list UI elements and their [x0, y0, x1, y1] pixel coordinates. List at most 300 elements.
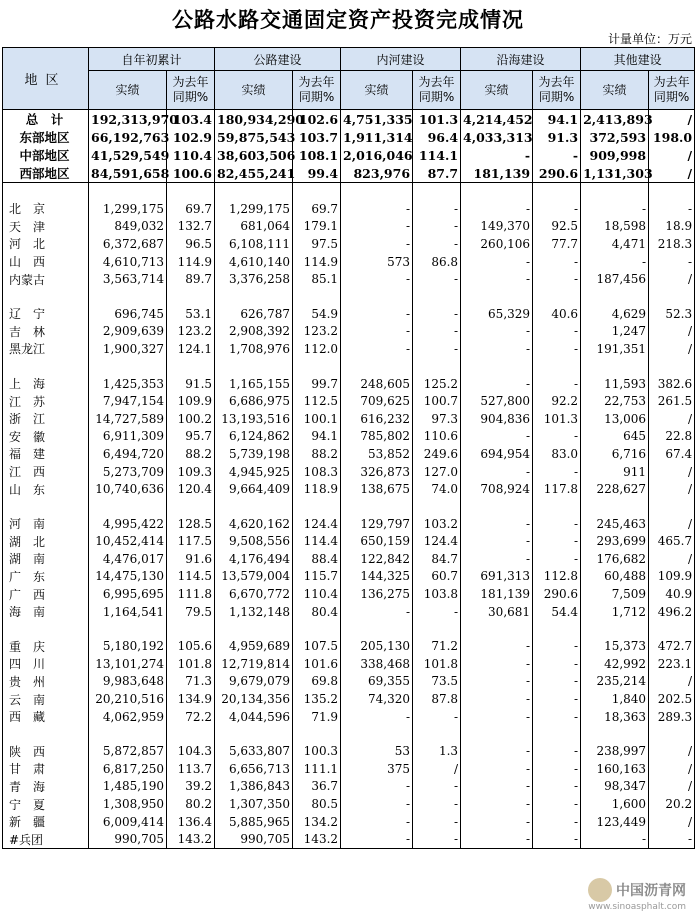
table-cell: -	[581, 253, 649, 271]
spacer-cell	[293, 358, 341, 375]
spacer-cell	[649, 358, 695, 375]
table-cell: 1,911,314	[341, 128, 413, 146]
table-cell: 71.9	[293, 708, 341, 726]
table-cell: 650,159	[341, 533, 413, 551]
table-row	[3, 742, 695, 760]
table-cell: 696,745	[89, 305, 167, 323]
table-cell: 120.4	[167, 480, 215, 498]
table-cell: 113.7	[167, 760, 215, 778]
table-cell: -	[533, 200, 581, 218]
table-cell: -	[533, 515, 581, 533]
table-cell: 100.6	[167, 164, 215, 183]
table-cell: -	[533, 830, 581, 848]
table-row	[3, 463, 695, 481]
table-cell: 67.4	[649, 445, 695, 463]
spacer-cell	[3, 358, 89, 375]
region-name: 云 南	[3, 690, 89, 708]
table-cell: -	[413, 795, 461, 813]
region-name: 内蒙古	[3, 270, 89, 288]
spacer-cell	[413, 358, 461, 375]
header-group: 沿海建设	[461, 48, 581, 71]
header-pct-line2: 同期%	[538, 90, 575, 104]
table-cell: 69.7	[167, 200, 215, 218]
table-cell: /	[649, 550, 695, 568]
spacer-cell	[215, 183, 293, 201]
table-cell: 84.7	[413, 550, 461, 568]
table-cell: 10,740,636	[89, 480, 167, 498]
table-cell: -	[461, 655, 533, 673]
table-cell: -	[413, 200, 461, 218]
table-cell: -	[461, 742, 533, 760]
table-cell: 6,995,695	[89, 585, 167, 603]
table-row	[3, 690, 695, 708]
region-name: 海 南	[3, 603, 89, 621]
table-cell: -	[533, 795, 581, 813]
table-row	[3, 253, 695, 271]
region-name: 安 徽	[3, 428, 89, 446]
table-cell: -	[649, 200, 695, 218]
table-cell: 192,313,970	[89, 110, 167, 129]
table-cell: 92.2	[533, 392, 581, 410]
table-cell: 13,579,004	[215, 568, 293, 586]
table-cell: 114.4	[293, 533, 341, 551]
table-cell: 338,468	[341, 655, 413, 673]
table-row	[3, 655, 695, 673]
table-cell: /	[649, 778, 695, 796]
table-cell: 40.9	[649, 585, 695, 603]
spacer-cell	[413, 183, 461, 201]
region-name: 辽 宁	[3, 305, 89, 323]
table-cell: /	[649, 813, 695, 831]
table-cell: 123,449	[581, 813, 649, 831]
spacer-cell	[413, 725, 461, 742]
table-cell: 382.6	[649, 375, 695, 393]
table-cell: -	[461, 690, 533, 708]
header-group: 自年初累计	[89, 48, 215, 71]
table-row	[3, 830, 695, 848]
spacer-cell	[215, 358, 293, 375]
table-cell: 80.2	[167, 795, 215, 813]
spacer-cell	[293, 725, 341, 742]
table-row	[3, 708, 695, 726]
table-cell: 136,275	[341, 585, 413, 603]
table-cell: -	[341, 323, 413, 341]
investment-table	[2, 47, 695, 849]
table-cell: -	[413, 305, 461, 323]
table-cell: 149,370	[461, 218, 533, 236]
table-cell: -	[533, 813, 581, 831]
table-cell: 82,455,241	[215, 164, 293, 183]
table-cell: -	[581, 200, 649, 218]
table-cell: 100.1	[293, 410, 341, 428]
table-cell: 4,610,140	[215, 253, 293, 271]
table-cell: -	[461, 463, 533, 481]
region-name: #兵团	[3, 830, 89, 848]
table-cell: 3,376,258	[215, 270, 293, 288]
header-actual: 实绩	[461, 71, 533, 110]
table-cell: -	[341, 795, 413, 813]
table-cell: -	[461, 830, 533, 848]
header-pct-line1: 为去年	[653, 75, 690, 89]
table-cell: /	[649, 515, 695, 533]
table-cell: 1,299,175	[89, 200, 167, 218]
table-cell: 9,664,409	[215, 480, 293, 498]
table-cell: 375	[341, 760, 413, 778]
spacer-row	[3, 498, 695, 515]
table-cell: 1,307,350	[215, 795, 293, 813]
table-cell: 5,180,192	[89, 637, 167, 655]
table-row	[3, 340, 695, 358]
table-cell: 100.3	[293, 742, 341, 760]
table-cell: 909,998	[581, 146, 649, 164]
spacer-cell	[89, 725, 167, 742]
spacer-cell	[89, 358, 167, 375]
spacer-cell	[3, 183, 89, 201]
region-name: 西部地区	[3, 164, 89, 183]
table-cell: 5,633,807	[215, 742, 293, 760]
table-cell: 9,679,079	[215, 673, 293, 691]
spacer-cell	[533, 725, 581, 742]
table-cell: -	[461, 270, 533, 288]
spacer-cell	[413, 288, 461, 305]
region-name: 江 西	[3, 463, 89, 481]
header-pct	[413, 71, 461, 110]
spacer-cell	[341, 620, 413, 637]
table-cell: 74,320	[341, 690, 413, 708]
unit-label: 计量单位：万元	[607, 32, 692, 46]
table-cell: -	[533, 270, 581, 288]
spacer-cell	[293, 288, 341, 305]
spacer-cell	[215, 498, 293, 515]
table-cell: 101.8	[413, 655, 461, 673]
spacer-cell	[461, 498, 533, 515]
table-row	[3, 164, 695, 183]
table-row	[3, 410, 695, 428]
table-cell: 83.0	[533, 445, 581, 463]
table-cell: 12,719,814	[215, 655, 293, 673]
table-cell: 709,625	[341, 392, 413, 410]
table-cell: 36.7	[293, 778, 341, 796]
table-cell: 160,163	[581, 760, 649, 778]
table-cell: 69,355	[341, 673, 413, 691]
table-cell: 80.4	[293, 603, 341, 621]
table-cell: 87.8	[413, 690, 461, 708]
spacer-cell	[649, 725, 695, 742]
table-cell: 372,593	[581, 128, 649, 146]
table-cell: 179.1	[293, 218, 341, 236]
spacer-cell	[461, 358, 533, 375]
header-pct	[293, 71, 341, 110]
table-cell: 38,603,506	[215, 146, 293, 164]
table-cell: 104.3	[167, 742, 215, 760]
table-cell: 2,016,046	[341, 146, 413, 164]
table-cell: -	[461, 533, 533, 551]
table-cell: 100.2	[167, 410, 215, 428]
table-cell: 6,716	[581, 445, 649, 463]
spacer-cell	[3, 498, 89, 515]
table-cell: 785,802	[341, 428, 413, 446]
spacer-cell	[413, 498, 461, 515]
table-cell: 80.5	[293, 795, 341, 813]
table-cell: 990,705	[215, 830, 293, 848]
header-pct-line2: 同期%	[172, 90, 209, 104]
table-cell: -	[533, 760, 581, 778]
table-cell: -	[341, 218, 413, 236]
spacer-cell	[167, 183, 215, 201]
table-cell: 60.7	[413, 568, 461, 586]
table-cell: -	[413, 603, 461, 621]
table-cell: 823,976	[341, 164, 413, 183]
region-name: 湖 南	[3, 550, 89, 568]
table-cell: 1,712	[581, 603, 649, 621]
table-cell: 1,247	[581, 323, 649, 341]
table-cell: 94.1	[293, 428, 341, 446]
table-cell: -	[533, 778, 581, 796]
table-cell: 2,908,392	[215, 323, 293, 341]
table-cell: 143.2	[167, 830, 215, 848]
spacer-cell	[461, 725, 533, 742]
table-cell: 103.7	[293, 128, 341, 146]
table-cell: 94.1	[533, 110, 581, 129]
table-cell: 54.9	[293, 305, 341, 323]
table-row	[3, 428, 695, 446]
table-row	[3, 218, 695, 236]
table-cell: 91.3	[533, 128, 581, 146]
table-cell: 97.5	[293, 235, 341, 253]
table-cell: 1,299,175	[215, 200, 293, 218]
table-row	[3, 568, 695, 586]
table-cell: 85.1	[293, 270, 341, 288]
table-cell: 6,670,772	[215, 585, 293, 603]
table-cell: 11,593	[581, 375, 649, 393]
table-cell: 84,591,658	[89, 164, 167, 183]
region-name: 甘 肃	[3, 760, 89, 778]
table-cell: -	[461, 708, 533, 726]
table-cell: 238,997	[581, 742, 649, 760]
table-cell: -	[461, 813, 533, 831]
table-cell: -	[533, 375, 581, 393]
table-cell: 110.6	[413, 428, 461, 446]
table-cell: /	[649, 410, 695, 428]
table-cell: 4,214,452	[461, 110, 533, 129]
region-name: 江 苏	[3, 392, 89, 410]
table-cell: -	[461, 200, 533, 218]
table-row	[3, 637, 695, 655]
table-cell: 112.0	[293, 340, 341, 358]
header-pct-line2: 同期%	[653, 90, 690, 104]
table-cell: 181,139	[461, 585, 533, 603]
table-cell: 22.8	[649, 428, 695, 446]
table-cell: -	[533, 742, 581, 760]
table-cell: 118.9	[293, 480, 341, 498]
header-actual: 实绩	[215, 71, 293, 110]
table-cell: 79.5	[167, 603, 215, 621]
table-cell: 53.1	[167, 305, 215, 323]
region-name: 浙 江	[3, 410, 89, 428]
table-row	[3, 375, 695, 393]
region-name: 广 东	[3, 568, 89, 586]
table-cell: 129,797	[341, 515, 413, 533]
table-cell: 4,044,596	[215, 708, 293, 726]
table-cell: -	[533, 637, 581, 655]
region-name: 贵 州	[3, 673, 89, 691]
table-cell: 13,006	[581, 410, 649, 428]
table-row	[3, 603, 695, 621]
table-cell: 5,885,965	[215, 813, 293, 831]
region-name: 新 疆	[3, 813, 89, 831]
header-region: 地区	[3, 48, 89, 110]
table-cell: 6,124,862	[215, 428, 293, 446]
region-name: 青 海	[3, 778, 89, 796]
spacer-cell	[89, 183, 167, 201]
table-row	[3, 585, 695, 603]
table-cell: 4,620,162	[215, 515, 293, 533]
table-cell: 245,463	[581, 515, 649, 533]
watermark-url: www.sinoasphalt.com	[588, 902, 686, 912]
table-cell: 7,509	[581, 585, 649, 603]
region-name: 广 西	[3, 585, 89, 603]
table-cell: /	[649, 742, 695, 760]
table-cell: 109.3	[167, 463, 215, 481]
table-cell: -	[461, 428, 533, 446]
header-pct-line2: 同期%	[418, 90, 455, 104]
table-cell: -	[533, 428, 581, 446]
spacer-cell	[341, 358, 413, 375]
table-cell: 87.7	[413, 164, 461, 183]
spacer-cell	[581, 358, 649, 375]
table-cell: 18,363	[581, 708, 649, 726]
table-cell: 103.4	[167, 110, 215, 129]
region-name: 东部地区	[3, 128, 89, 146]
table-cell: 143.2	[293, 830, 341, 848]
table-cell: -	[461, 673, 533, 691]
table-cell: /	[649, 270, 695, 288]
watermark	[588, 878, 686, 912]
table-cell: 6,494,720	[89, 445, 167, 463]
table-cell: 4,062,959	[89, 708, 167, 726]
table-row	[3, 515, 695, 533]
table-cell: 102.9	[167, 128, 215, 146]
table-cell: 290.6	[533, 164, 581, 183]
table-cell: 138,675	[341, 480, 413, 498]
table-cell: 496.2	[649, 603, 695, 621]
table-row	[3, 200, 695, 218]
region-name: 吉 林	[3, 323, 89, 341]
table-cell: /	[413, 760, 461, 778]
table-cell: 645	[581, 428, 649, 446]
table-cell: 289.3	[649, 708, 695, 726]
spacer-cell	[649, 288, 695, 305]
table-cell: -	[649, 253, 695, 271]
table-cell: 2,413,893	[581, 110, 649, 129]
table-cell: 228,627	[581, 480, 649, 498]
table-cell: -	[461, 253, 533, 271]
spacer-row	[3, 288, 695, 305]
table-cell: /	[649, 760, 695, 778]
spacer-cell	[649, 498, 695, 515]
table-cell: 1,132,148	[215, 603, 293, 621]
table-cell: -	[461, 637, 533, 655]
spacer-cell	[293, 620, 341, 637]
table-cell: 4,471	[581, 235, 649, 253]
table-cell: 101.8	[167, 655, 215, 673]
table-cell: 18,598	[581, 218, 649, 236]
table-cell: 6,686,975	[215, 392, 293, 410]
table-cell: -	[341, 778, 413, 796]
table-cell: 98,347	[581, 778, 649, 796]
table-row	[3, 323, 695, 341]
table-cell: 293,699	[581, 533, 649, 551]
table-cell: 6,009,414	[89, 813, 167, 831]
header-actual: 实绩	[581, 71, 649, 110]
table-cell: 4,959,689	[215, 637, 293, 655]
table-cell: -	[413, 778, 461, 796]
table-cell: -	[533, 146, 581, 164]
table-cell: 1,600	[581, 795, 649, 813]
table-cell: 1,900,327	[89, 340, 167, 358]
table-cell: -	[581, 830, 649, 848]
spacer-cell	[649, 183, 695, 201]
table-cell: -	[533, 340, 581, 358]
table-cell: 91.5	[167, 375, 215, 393]
region-name: 西 藏	[3, 708, 89, 726]
table-cell: 69.8	[293, 673, 341, 691]
table-cell: -	[461, 795, 533, 813]
region-name: 陕 西	[3, 742, 89, 760]
table-cell: 136.4	[167, 813, 215, 831]
spacer-cell	[581, 498, 649, 515]
table-cell: 127.0	[413, 463, 461, 481]
table-cell: -	[341, 603, 413, 621]
table-cell: -	[461, 550, 533, 568]
table-cell: 181,139	[461, 164, 533, 183]
table-cell: 103.8	[413, 585, 461, 603]
header-pct	[649, 71, 695, 110]
table-cell: /	[649, 340, 695, 358]
table-cell: -	[533, 673, 581, 691]
table-cell: 22,753	[581, 392, 649, 410]
spacer-cell	[215, 620, 293, 637]
table-cell: 14,727,589	[89, 410, 167, 428]
table-cell: 1,485,190	[89, 778, 167, 796]
table-cell: 96.4	[413, 128, 461, 146]
spacer-cell	[293, 498, 341, 515]
region-name: 河 南	[3, 515, 89, 533]
table-cell: 223.1	[649, 655, 695, 673]
spacer-cell	[167, 725, 215, 742]
spacer-cell	[215, 288, 293, 305]
table-cell: 6,108,111	[215, 235, 293, 253]
spacer-cell	[581, 725, 649, 742]
table-cell: 96.5	[167, 235, 215, 253]
table-cell: 4,629	[581, 305, 649, 323]
table-cell: 3,563,714	[89, 270, 167, 288]
table-cell: /	[649, 463, 695, 481]
table-cell: -	[413, 813, 461, 831]
table-cell: -	[341, 270, 413, 288]
table-cell: -	[649, 830, 695, 848]
table-cell: 91.6	[167, 550, 215, 568]
table-cell: 191,351	[581, 340, 649, 358]
table-cell: 52.3	[649, 305, 695, 323]
table-cell: -	[533, 550, 581, 568]
region-name: 福 建	[3, 445, 89, 463]
table-cell: 9,508,556	[215, 533, 293, 551]
table-cell: 13,101,274	[89, 655, 167, 673]
table-cell: 88.4	[293, 550, 341, 568]
table-cell: 694,954	[461, 445, 533, 463]
table-cell: -	[461, 323, 533, 341]
